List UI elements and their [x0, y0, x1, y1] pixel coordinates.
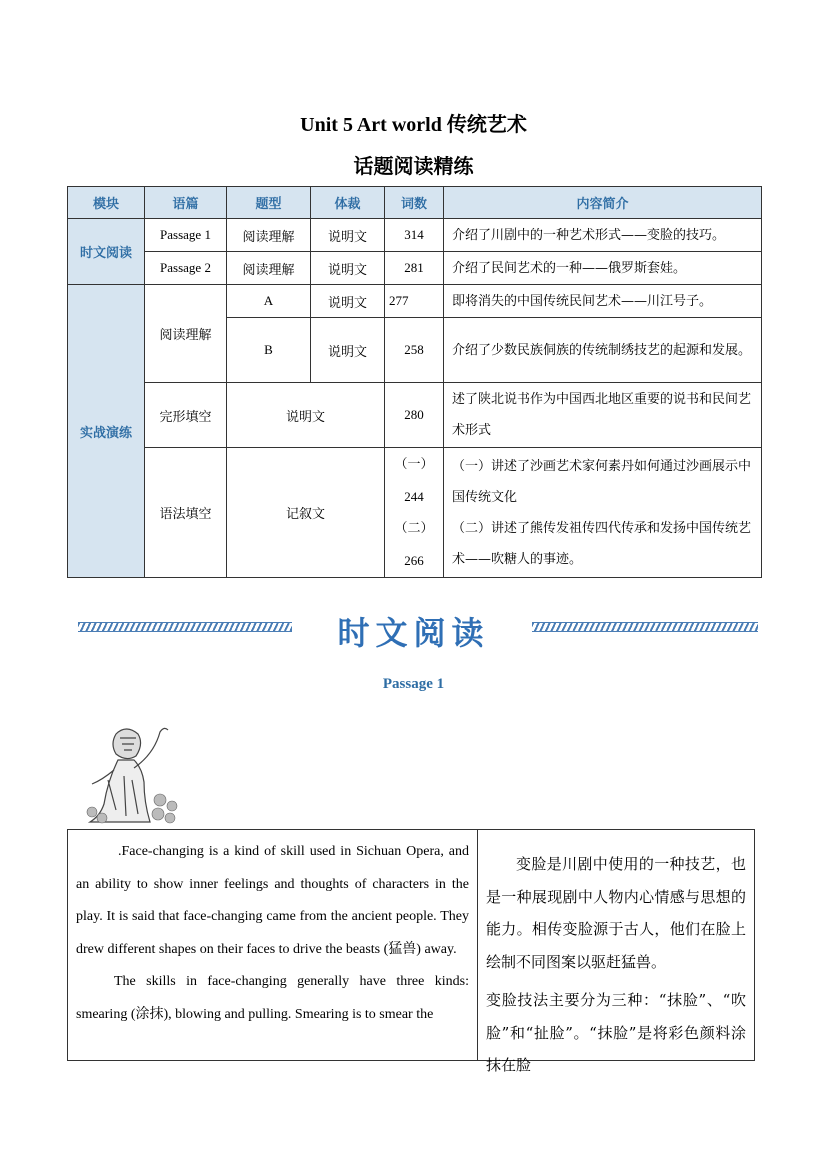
- words-part-count: 244: [404, 488, 424, 504]
- header-description: 内容简介: [444, 187, 762, 219]
- genre-cell: 说明文: [311, 285, 385, 318]
- description-cell: 介绍了民间艺术的一种——俄罗斯套娃。: [444, 252, 762, 285]
- genre-cell: 说明文: [311, 318, 385, 383]
- description-cell: [444, 448, 762, 578]
- label-cell: B: [227, 318, 311, 383]
- table-row: [68, 448, 762, 578]
- words-cell: 258: [385, 318, 444, 383]
- words-part-label: （一）: [394, 456, 434, 472]
- table-row: [68, 219, 762, 252]
- table-header-row: [68, 187, 762, 219]
- type-cell: 语法填空: [145, 448, 227, 578]
- chinese-paragraph: 变脸是川剧中使用的一种技艺，也是一种展现剧中人物内心情感与思想的能力。相传变脸源于古人，他们在脸上绘制不同图案以驱赶猛兽。: [486, 855, 746, 971]
- genre-cell: 说明文: [227, 383, 385, 448]
- header-words: 词数: [385, 187, 444, 219]
- description-part: （一）讲述了沙画艺术家何素丹如何通过沙画展示中国传统文化: [452, 458, 752, 505]
- english-paragraph: The skills in face-changing generally have three kinds: smearing (涂抹), blowing and pulling. Smearing is to smear the: [76, 974, 469, 1022]
- words-part-count: 266: [404, 552, 424, 568]
- header-type: 题型: [227, 187, 311, 219]
- chinese-paragraph: 变脸技法主要分为三种：“抹脸”、“吹脸”和“扯脸”。“抹脸”是将彩色颜料涂抹在脸: [486, 991, 746, 1074]
- module-cell: 实战演练: [68, 285, 145, 578]
- genre-cell: 说明文: [311, 252, 385, 285]
- header-genre: 体裁: [311, 187, 385, 219]
- words-cell: 281: [385, 252, 444, 285]
- passage-label: Passage 1: [382, 676, 445, 692]
- table-row: [68, 252, 762, 285]
- type-cell: 阅读理解: [227, 252, 311, 285]
- overview-table: [67, 186, 762, 578]
- description-part: （二）讲述了熊传发祖传四代传承和发扬中国传统艺术——吹糖人的事迹。: [452, 520, 752, 567]
- genre-cell: 说明文: [311, 219, 385, 252]
- banner-right-decoration: [532, 622, 758, 632]
- table-row: [68, 383, 762, 448]
- words-part-label: （二）: [394, 520, 434, 536]
- type-cell: 阅读理解: [227, 219, 311, 252]
- english-paragraph: .Face-changing is a kind of skill used in Sichuan Opera, and an ability to show inner feelings and thoughts of characters in the play. It is said that face-changing came from the ancient people. They drew different shapes on their faces to drive the beasts (猛兽) away.: [76, 844, 469, 957]
- opera-performer-illustration: [78, 720, 186, 826]
- module-cell: 时文阅读: [68, 219, 145, 285]
- label-cell: A: [227, 285, 311, 318]
- section-banner: [0, 606, 827, 656]
- chinese-column: [478, 830, 754, 1074]
- type-cell: 完形填空: [145, 383, 227, 448]
- genre-cell: 记叙文: [227, 448, 385, 578]
- words-cell: [385, 448, 444, 578]
- description-cell: 述了陕北说书作为中国西北地区重要的说书和民间艺术形式: [444, 383, 762, 448]
- words-cell: 277: [385, 285, 444, 318]
- description-cell: 介绍了川剧中的一种艺术形式——变脸的技巧。: [444, 219, 762, 252]
- description-cell: 介绍了少数民族侗族的传统制绣技艺的起源和发展。: [444, 318, 762, 383]
- passage-cell: Passage 2: [145, 252, 227, 285]
- header-passage: 语篇: [145, 187, 227, 219]
- section-title: 时文阅读: [337, 614, 490, 652]
- description-cell: 即将消失的中国传统民间艺术——川江号子。: [444, 285, 762, 318]
- page-subtitle: 话题阅读精练: [353, 156, 474, 178]
- unit-title: Unit 5 Art world 传统艺术: [300, 114, 527, 136]
- words-cell: 280: [385, 383, 444, 448]
- bilingual-passage: [67, 829, 755, 1074]
- type-cell: 阅读理解: [145, 285, 227, 383]
- table-row: [68, 285, 762, 318]
- words-cell: 314: [385, 219, 444, 252]
- passage-cell: Passage 1: [145, 219, 227, 252]
- english-column: [68, 830, 478, 1060]
- header-module: 模块: [68, 187, 145, 219]
